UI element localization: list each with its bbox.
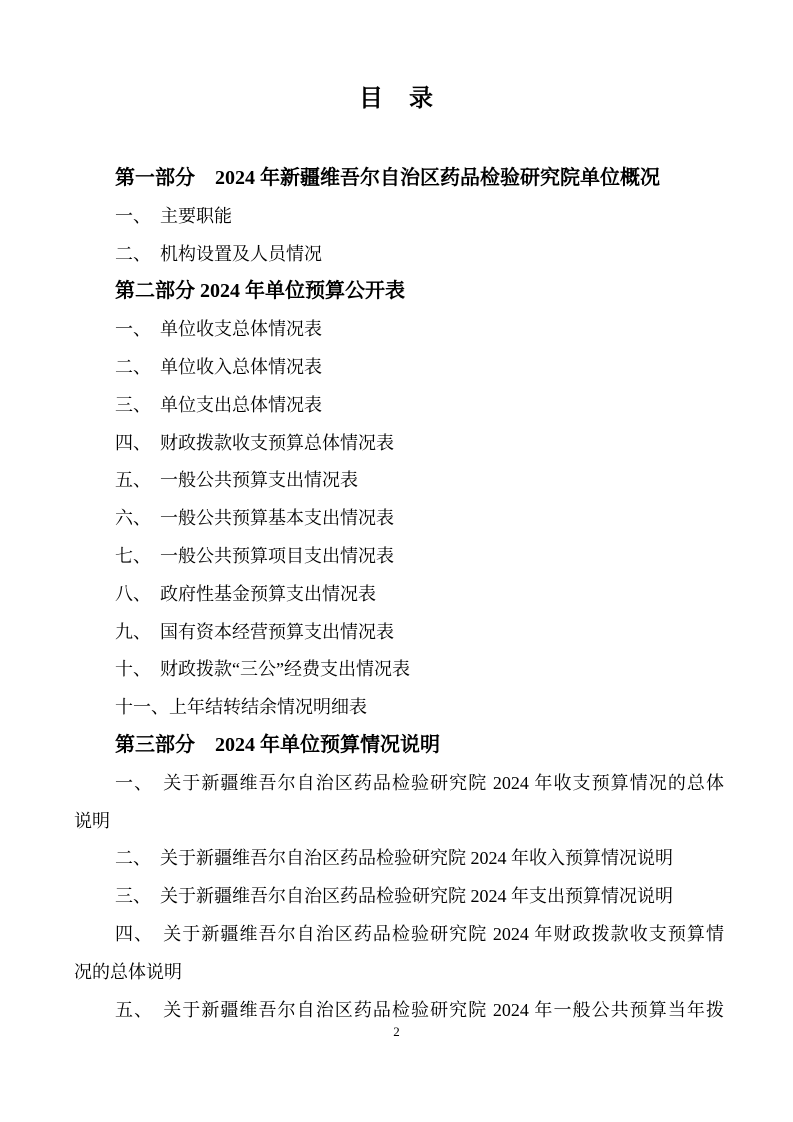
- toc-entry: 五、 一般公共预算支出情况表: [115, 470, 358, 491]
- toc-entry: 二、 单位收入总体情况表: [115, 356, 322, 377]
- toc-entry: 一、 关于新疆维吾尔自治区药品检验研究院 2024 年收支预算情况的总体: [115, 772, 724, 793]
- toc-entry: 三、 关于新疆维吾尔自治区药品检验研究院 2024 年支出预算情况说明: [115, 886, 673, 907]
- toc-entry: 二、 关于新疆维吾尔自治区药品检验研究院 2024 年收入预算情况说明: [115, 848, 673, 869]
- toc-entry: 四、 关于新疆维吾尔自治区药品检验研究院 2024 年财政拨款收支预算情: [115, 923, 724, 944]
- toc-entry: 三、 单位支出总体情况表: [115, 394, 322, 415]
- toc-entry: 十一、上年结转结余情况明细表: [115, 697, 367, 718]
- toc-entry: 二、 机构设置及人员情况: [115, 243, 322, 264]
- page-title: 目 录: [359, 86, 434, 112]
- toc-entry: 六、 一般公共预算基本支出情况表: [115, 508, 394, 529]
- toc-entry: 八、 政府性基金预算支出情况表: [115, 583, 376, 604]
- toc-entry: 一、 单位收支总体情况表: [115, 319, 322, 340]
- toc-entry: 九、 国有资本经营预算支出情况表: [115, 621, 394, 642]
- toc-section-heading: 第二部分 2024 年单位预算公开表: [115, 280, 405, 303]
- toc-section-heading: 第三部分 2024 年单位预算情况说明: [115, 733, 440, 756]
- toc-entry: 一、 主要职能: [115, 205, 232, 226]
- table-of-contents: [74, 160, 724, 1029]
- toc-entry-continuation: 况的总体说明: [74, 961, 182, 982]
- toc-entry: 七、 一般公共预算项目支出情况表: [115, 545, 394, 566]
- page-number: 2: [393, 1024, 400, 1039]
- toc-entry: 十、 财政拨款“三公”经费支出情况表: [115, 659, 410, 680]
- toc-entry: 五、 关于新疆维吾尔自治区药品检验研究院 2024 年一般公共预算当年拨: [115, 999, 724, 1020]
- toc-entry: 四、 财政拨款收支预算总体情况表: [115, 432, 394, 453]
- toc-entry-continuation: 说明: [74, 810, 110, 831]
- toc-section-heading: 第一部分 2024 年新疆维吾尔自治区药品检验研究院单位概况: [115, 167, 660, 189]
